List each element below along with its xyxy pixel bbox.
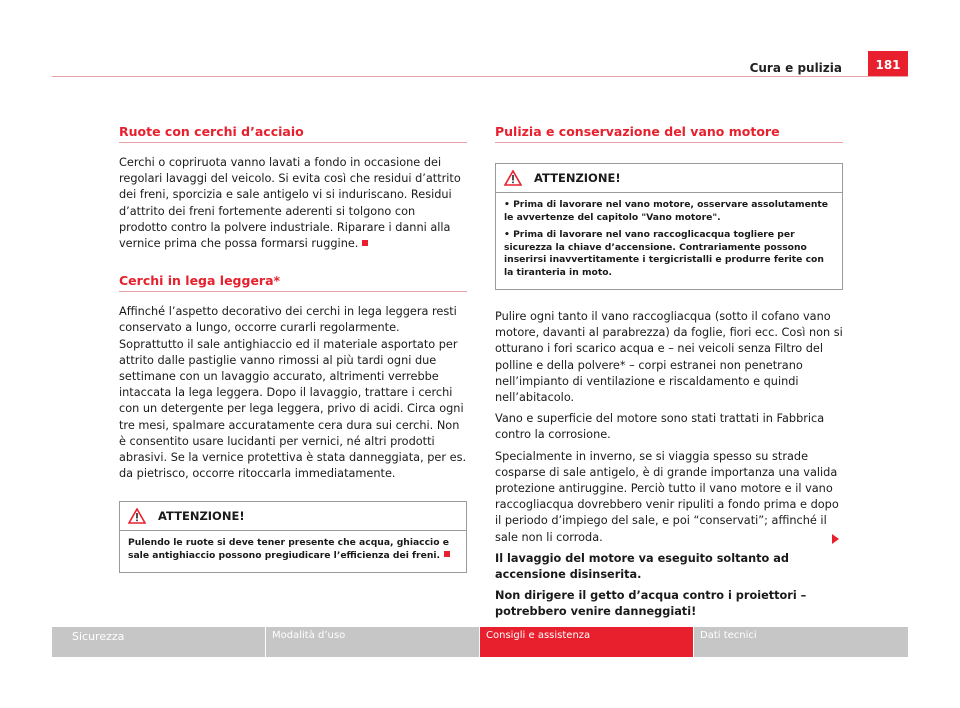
header-rule xyxy=(52,76,908,77)
warning-item: • Prima di lavorare nel vano motore, osservare assolutamente le avvertenze del capitolo "Vano motore". xyxy=(504,199,828,223)
section-title-engine-bay: Pulizia e conservazione del vano motore xyxy=(495,124,843,143)
engine-bay-body xyxy=(495,309,843,621)
body-paragraph: Vano e superficie del motore sono stati trattati in Fabbrica contro la corrosione. xyxy=(495,412,825,442)
right-column xyxy=(495,124,843,626)
alloy-wheels-paragraph: Affinché l’aspetto decorativo dei cerchi in lega leggera resti conservato a lungo, occorre curarli regolarmente. Soprattutto il sale antighiaccio ed il materiale asportato per attrito dalle pastiglie vanno rimossi al più tardi ogni due settimane con un lavaggio accurato, altrimenti verrebbe intaccata la lega leggera. Dopo il lavaggio, trattare i cerchi con un detergente per lega leggera, privo di acidi. Circa ogni tre mesi, spalmare accuratamente cera dura sui cerchi. Non è consentito usare lucidanti per vernici, né altri prodotti abrasivi. Se la vernice protettiva è stata danneggiata, per es. da pietrisco, occorre ritoccarla immediatamente. xyxy=(119,305,467,481)
section-title-steel-wheels: Ruote con cerchi d’acciaio xyxy=(119,124,467,143)
tab-sicurezza[interactable]: Sicurezza xyxy=(52,627,265,657)
warning-item: • Prima di lavorare nel vano raccoglicacqua togliere per sicurezza la chiave d’accensione. Contrariamente possono inserirsi inavvertitamente i tergicristalli e produrre ferite con la tiranteria in moto. xyxy=(504,229,824,278)
warning-box-engine xyxy=(495,163,843,290)
steel-wheels-paragraph: Cerchi o copriruota vanno lavati a fondo in occasione dei regolari lavaggi del veicolo. Si evita così che residui d’attrito dei freni, sporcizia e sale antigelo vi si induriscano. Residui d’attrito dei freni fortemente aderenti si tolgono con prodotto contro la polvere industriale. Riparare i danni alla vernice prima che possa formarsi ruggine. xyxy=(119,156,461,251)
warning-title: ATTENZIONE! xyxy=(534,171,621,185)
page-header-title: Cura e pulizia xyxy=(749,61,842,75)
tab-consigli-e-assistenza[interactable]: Consigli e assistenza xyxy=(479,627,693,657)
body-paragraph: Specialmente in inverno, se si viaggia spesso su strade cosparse di sale antigelo, è di grande importanza una valida protezione antiruggine. Perciò tutto il vano motore e il vano raccogliacqua dovrebbero venir ripuliti a fondo prima e dopo il periodo d’impiego del sale, e poi “conservati”; affinché il sale non li corroda. xyxy=(495,449,839,544)
page-number: 181 xyxy=(868,51,908,76)
warning-header xyxy=(120,502,466,531)
end-of-section-icon xyxy=(444,551,450,557)
warning-box-wheels xyxy=(119,501,467,573)
body-paragraph: Pulire ogni tanto il vano raccogliacqua (sotto il cofano vano motore, davanti al parabrezza) da foglie, fiori ecc. Così non si otturano i fori scarico acqua e – nei veicoli senza Filtro del polline e della polvere* – corpi estranei non penetrano nell’impianto di ventilazione e riscaldamento e quindi nell’abitacolo. xyxy=(495,310,843,405)
bold-paragraph: Il lavaggio del motore va eseguito soltanto ad accensione disinserita. xyxy=(495,551,789,582)
warning-header xyxy=(496,164,842,193)
warning-triangle-icon xyxy=(128,508,146,524)
warning-body xyxy=(496,193,842,289)
left-column xyxy=(119,124,467,573)
continue-arrow-icon xyxy=(832,534,839,544)
footer-tabs xyxy=(52,627,908,657)
warning-triangle-icon xyxy=(504,170,522,186)
tab-dati-tecnici[interactable]: Dati tecnici xyxy=(693,627,908,657)
tab-modalita-duso[interactable]: Modalità d’uso xyxy=(265,627,479,657)
warning-text: Pulendo le ruote si deve tener presente che acqua, ghiaccio e sale antighiaccio possono pregiudicare l’efficienza dei freni. xyxy=(128,537,449,561)
bold-paragraph: Non dirigere il getto d’acqua contro i proiettori – potrebbero venire danneggiati! xyxy=(495,589,807,619)
warning-body xyxy=(120,531,466,572)
end-of-section-icon xyxy=(362,240,368,246)
warning-title: ATTENZIONE! xyxy=(158,509,245,524)
section-title-alloy-wheels: Cerchi in lega leggera* xyxy=(119,273,467,292)
